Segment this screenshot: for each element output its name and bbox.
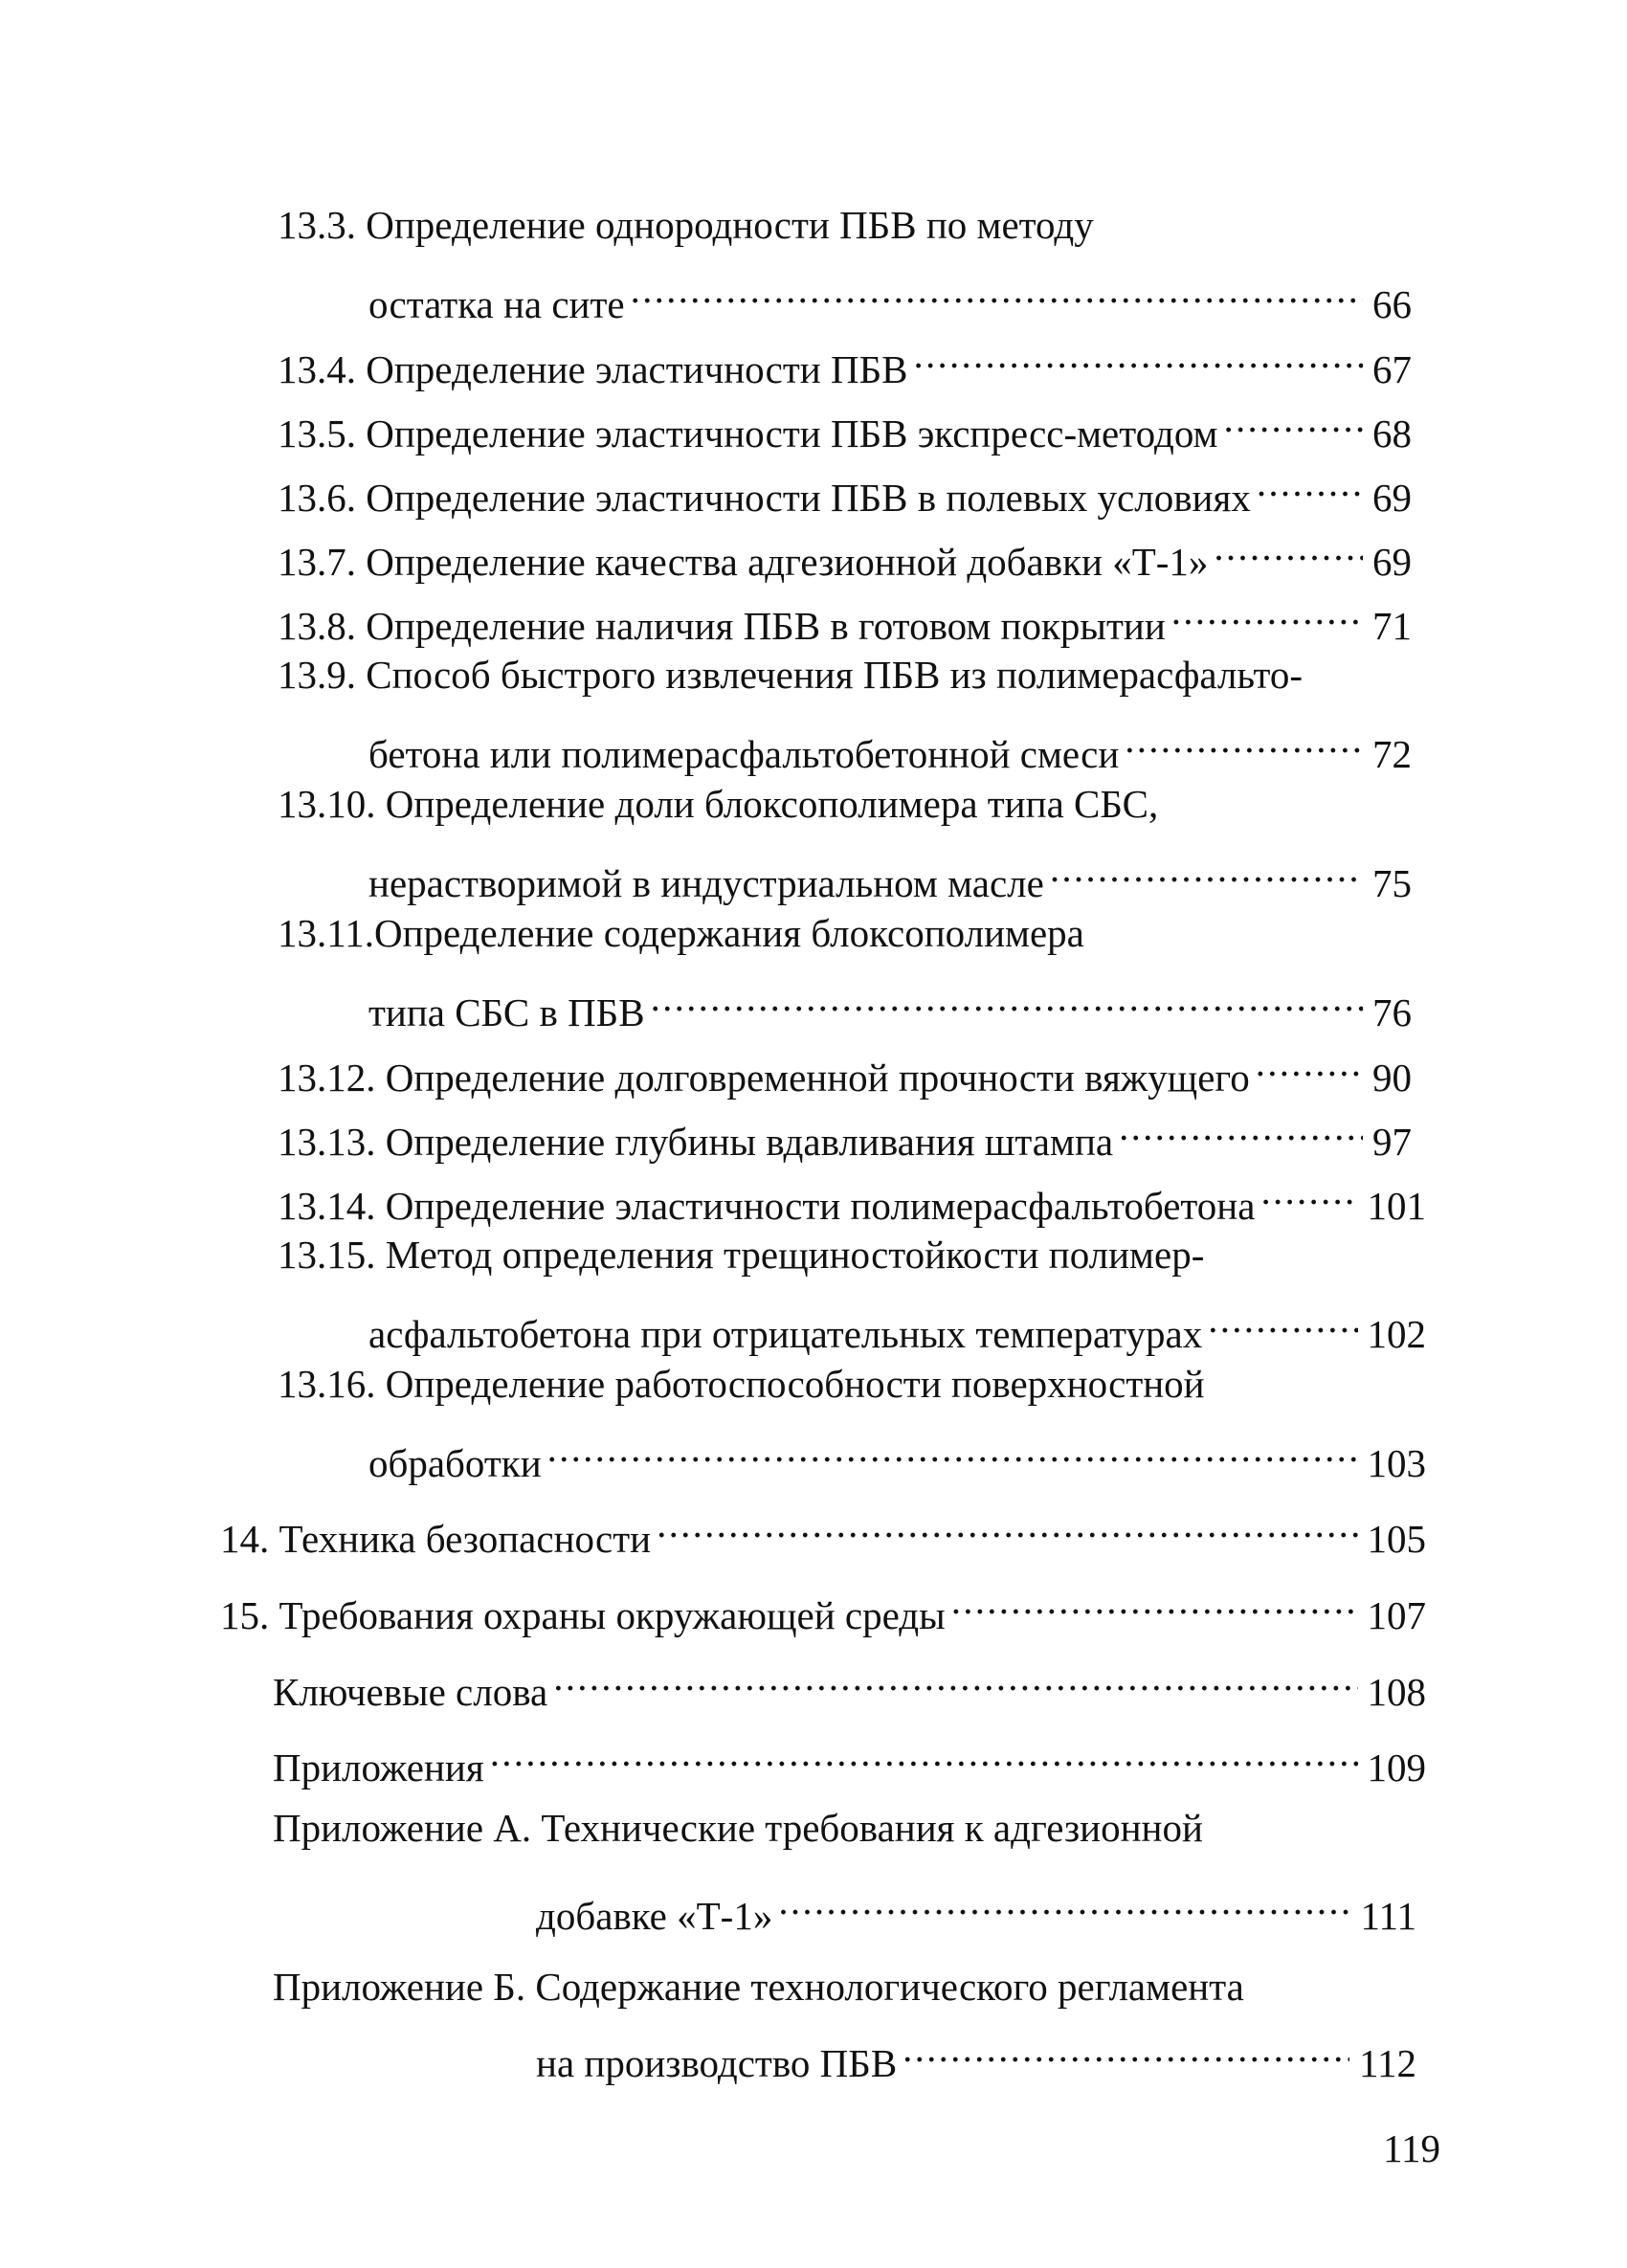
toc-entry-page: 103	[1367, 1441, 1426, 1485]
toc-entry-title: Ключевые слова	[273, 1670, 548, 1714]
toc-entry-13-16-cont	[368, 1419, 1426, 1485]
toc-leader-dots	[651, 968, 1363, 1026]
toc-entry-page: 102	[1367, 1312, 1426, 1356]
toc-entry-13-8	[278, 582, 1412, 648]
toc-leader-dots	[1119, 1098, 1363, 1155]
toc-entry-13-15	[278, 1226, 1204, 1283]
toc-entry-title: 15. Требования охраны окружающей среды	[220, 1593, 946, 1637]
toc-leader-dots	[913, 325, 1363, 383]
toc-entry-title: 13.14. Определение эластичности полимерасфальтобетона	[278, 1184, 1256, 1228]
toc-entry-13-10	[278, 775, 1158, 833]
toc-entry-title: обработки	[368, 1441, 542, 1485]
toc-leader-dots	[631, 260, 1363, 318]
toc-entry-13-11-cont	[368, 968, 1412, 1034]
toc-leader-dots	[1214, 518, 1363, 575]
toc-entry-title: бетона или полимерасфальтобетонной смеси	[368, 732, 1120, 776]
toc-leader-dots	[1050, 839, 1363, 897]
toc-leader-dots	[1260, 1162, 1357, 1219]
toc-entry-title: 13.9. Способ быстрого извлечения ПБВ из полимерасфальто-	[278, 653, 1304, 697]
toc-entry-page: 75	[1372, 861, 1412, 905]
toc-entry-page: 97	[1372, 1120, 1412, 1164]
toc-entry-13-16	[278, 1355, 1205, 1412]
toc-entry-13-6	[278, 454, 1412, 520]
toc-leader-dots	[951, 1571, 1358, 1629]
toc-entry-title: Приложения	[273, 1745, 484, 1790]
toc-entry-title: 13.6. Определение эластичности ПБВ в полевых условиях	[278, 476, 1251, 520]
toc-entry-title: 13.16. Определение работоспособности поверхностной	[278, 1362, 1205, 1406]
toc-entry-title: Приложение Б. Содержание технологического регламента	[273, 1965, 1244, 2009]
toc-entry-title: Приложение А. Технические требования к адгезионной	[273, 1806, 1203, 1850]
toc-leader-dots	[1208, 1290, 1357, 1347]
toc-entry-title: нерастворимой в индустриальном масле	[368, 861, 1044, 905]
toc-entry-title: 13.11.Определение содержания блоксополимера	[278, 911, 1084, 955]
toc-entry-appendix-a	[273, 1799, 1203, 1857]
toc-entry-keywords	[273, 1648, 1426, 1714]
toc-entry-page: 90	[1372, 1056, 1412, 1100]
toc-leader-dots	[1171, 582, 1363, 639]
toc-entry-13-14	[278, 1162, 1426, 1228]
toc-leader-dots	[553, 1648, 1357, 1705]
toc-leader-dots	[490, 1723, 1358, 1781]
toc-entry-title: на производство ПБВ	[536, 2041, 898, 2085]
toc-entry-page: 68	[1372, 411, 1412, 456]
toc-entry-page: 105	[1367, 1517, 1426, 1561]
toc-leader-dots	[657, 1495, 1357, 1552]
toc-entry-13-12	[278, 1034, 1412, 1100]
toc-entry-title: 13.3. Определение однородности ПБВ по методу	[278, 203, 1094, 247]
toc-entry-title: 13.12. Определение долговременной прочности вяжущего	[278, 1056, 1250, 1100]
toc-entry-page: 108	[1367, 1670, 1426, 1714]
toc-entry-title: 13.4. Определение эластичности ПБВ	[278, 347, 908, 391]
toc-entry-title: 13.13. Определение глубины вдавливания штампа	[278, 1120, 1114, 1164]
page-number: 119	[1383, 2126, 1440, 2170]
toc-entry-title: 13.8. Определение наличия ПБВ в готовом покрытии	[278, 604, 1166, 648]
toc-entry-page: 76	[1372, 990, 1412, 1034]
toc-entry-13-3-cont	[368, 260, 1412, 326]
toc-entry-title: типа СБС в ПБВ	[368, 990, 645, 1034]
toc-entry-13-10-cont	[368, 839, 1412, 905]
toc-entry-13-9-cont	[368, 710, 1412, 776]
toc-entry-page: 111	[1360, 1894, 1416, 1938]
toc-entry-13-15-cont	[368, 1290, 1426, 1356]
toc-entry-page: 109	[1367, 1745, 1426, 1790]
toc-entry-page: 71	[1372, 604, 1412, 648]
toc-entry-title: 13.5. Определение эластичности ПБВ экспресс-методом	[278, 411, 1218, 456]
toc-leader-dots	[1256, 1034, 1363, 1091]
toc-entry-page: 107	[1367, 1593, 1426, 1637]
toc-entry-page: 72	[1372, 732, 1412, 776]
toc-entry-page: 67	[1372, 347, 1412, 391]
toc-leader-dots	[1223, 389, 1363, 447]
toc-entry-title: 13.7. Определение качества адгезионной добавки «Т-1»	[278, 540, 1209, 584]
toc-entry-appendix-b-cont	[536, 2019, 1416, 2085]
toc-entry-page: 112	[1359, 2041, 1416, 2085]
toc-entry-13-9	[278, 646, 1303, 703]
toc-entry-title: 14. Техника безопасности	[220, 1517, 652, 1561]
toc-entry-title: асфальтобетона при отрицательных температурах	[368, 1312, 1203, 1356]
toc-entry-page: 69	[1372, 476, 1412, 520]
toc-entry-13-7	[278, 518, 1412, 584]
toc-entry-13-3	[278, 196, 1094, 254]
toc-entry-13-4	[278, 325, 1412, 391]
toc-entry-13-11	[278, 904, 1084, 962]
toc-leader-dots	[547, 1419, 1358, 1477]
toc-entry-title: добавке «Т-1»	[536, 1894, 773, 1938]
toc-leader-dots	[778, 1872, 1350, 1929]
toc-leader-dots	[1125, 710, 1363, 767]
toc-entry-appendices	[273, 1723, 1426, 1790]
toc-entry-title: 13.10. Определение доли блоксополимера типа СБС,	[278, 782, 1159, 826]
toc-entry-14	[220, 1495, 1426, 1561]
toc-entry-15	[220, 1571, 1426, 1637]
toc-entry-page: 66	[1372, 282, 1412, 326]
toc-entry-title: остатка на сите	[368, 282, 625, 326]
toc-entry-appendix-b	[273, 1958, 1244, 2015]
toc-entry-13-5	[278, 389, 1412, 456]
toc-leader-dots	[1257, 454, 1363, 511]
toc-entry-13-13	[278, 1098, 1412, 1164]
toc-entry-page: 69	[1372, 540, 1412, 584]
toc-leader-dots	[903, 2019, 1349, 2077]
toc-entry-page: 101	[1367, 1184, 1426, 1228]
toc-entry-appendix-a-cont	[536, 1872, 1416, 1938]
toc-entry-title: 13.15. Метод определения трещиностойкости полимер-	[278, 1233, 1205, 1277]
